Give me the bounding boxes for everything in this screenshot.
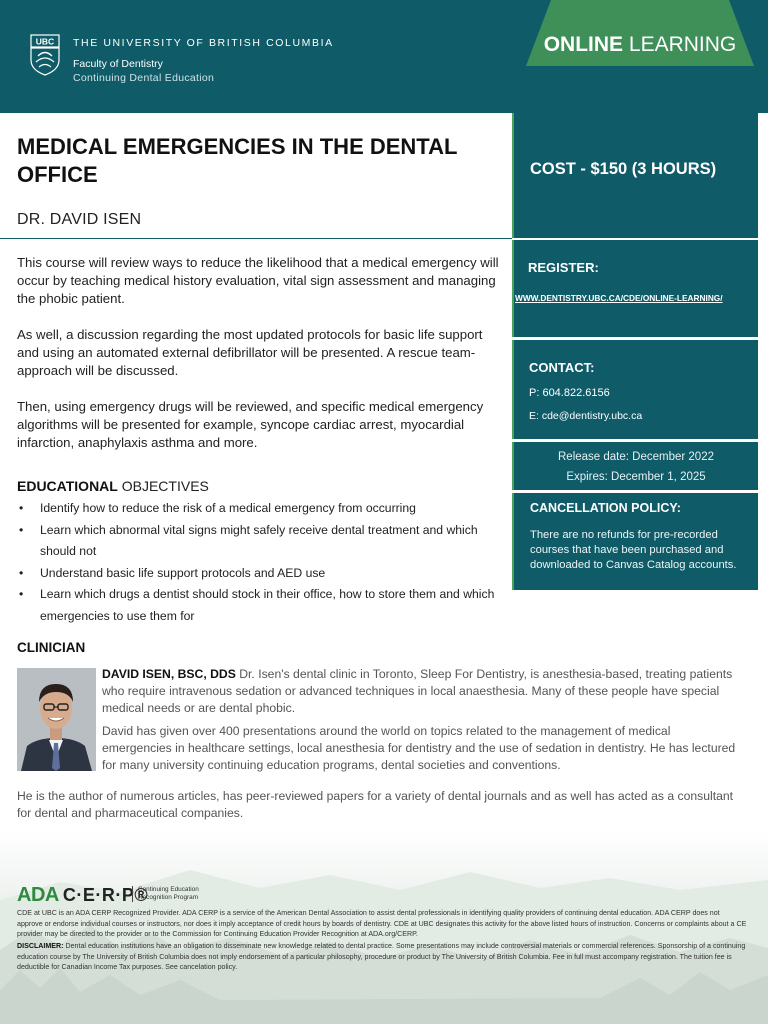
course-author: DR. DAVID ISEN (17, 211, 142, 228)
disclaimer: DISCLAIMER: Dental education institutions have an obligation to disseminate new knowledge related to dental practice. Some presentations may include controversial materials or commercial references. Sponsorship of a continuing education course by The University of British Columbia does not imply endorsement of a particular philosophy, procedure or product by The University of British Columbia. Fee in full must accompany registration. The tuition fee is deductible for Canadian Income Tax purposes. See cancelation policy. (17, 942, 746, 971)
cancellation-label: CANCELLATION POLICY: (530, 501, 681, 515)
release-panel (512, 442, 758, 490)
portrait-icon (17, 668, 96, 771)
contact-phone: P: 604.822.6156 (529, 387, 610, 399)
clinician-heading: CLINICIAN (17, 640, 86, 655)
online-learning-label: ONLINE LEARNING (543, 33, 737, 56)
ubc-logo-text: UBC (35, 36, 55, 47)
header-banner (0, 0, 768, 113)
description-paragraph: As well, a discussion regarding the most updated protocols for basic life support and using an automated external defibrillator will be presented. A rescue team-approach will be discussed. (17, 327, 483, 378)
university-name: THE UNIVERSITY OF BRITISH COLUMBIA (73, 37, 334, 49)
register-label: REGISTER: (528, 260, 599, 275)
contact-label: CONTACT: (529, 360, 595, 375)
bio-paragraph: David has given over 400 presentations around the world on topics related to the management of medical emergencies in healthcare settings, local anesthesia for dentistry and the use of sedation in dentistry. He has lectured for many university continuing education programs, dental societies and conventions. (102, 724, 736, 772)
clinician-name: DAVID ISEN, BSC, DDS (102, 667, 236, 681)
description-paragraph: Then, using emergency drugs will be reviewed, and specific medical emergency algorithms will be presented for example, syncope cardiac arrest, myocardial infarction, anaphylaxis asthma and more. (17, 399, 484, 450)
objectives-heading: EDUCATIONAL OBJECTIVES (17, 478, 209, 494)
course-cost: COST - $150 (3 HOURS) (530, 160, 717, 178)
faculty-name: Faculty of Dentistry (73, 58, 163, 70)
course-title: MEDICAL EMERGENCIES IN THE DENTAL OFFICE (17, 134, 458, 187)
contact-email[interactable]: E: cde@dentistry.ubc.ca (529, 410, 643, 422)
contact-panel (512, 340, 758, 439)
objectives-list (17, 498, 497, 627)
cost-panel (512, 113, 758, 238)
title-divider (0, 238, 512, 239)
disclaimer-label: DISCLAIMER: (17, 942, 64, 950)
bio-paragraph: DAVID ISEN, BSC, DDS Dr. Isen's dental clinic in Toronto, Sleep For Dentistry, is anesthesia-based, treating patients who require intravenous sedation or advanced techniques in local anaesthesia. Many of these people have special medical needs or are dental phobic. (102, 667, 733, 715)
register-link[interactable]: WWW.DENTISTRY.UBC.CA/CDE/ONLINE-LEARNING/ (515, 293, 723, 303)
objective-item: • Learn which abnormal vital signs might safely receive dental treatment and which should not (17, 520, 497, 563)
objective-item: • Learn which drugs a dentist should stock in their office, how to store them and which emergencies to use them for (17, 584, 497, 627)
release-date: Release date: December 2022 (558, 451, 714, 463)
register-panel (512, 240, 758, 337)
ada-cerp-subtitle: Continuing Education Recognition Program (132, 886, 199, 902)
department-name: Continuing Dental Education (73, 72, 215, 84)
ada-cerp-logo: ADA C·E·R·P® (17, 884, 149, 906)
bio-paragraph: He is the author of numerous articles, has peer-reviewed papers for a variety of dental journals and as well has acted as a consultant for dental and pharmaceutical companies. (17, 789, 734, 820)
cancellation-panel (512, 493, 758, 590)
objective-item: • Understand basic life support protocols and AED use (17, 563, 497, 585)
clinician-bio (102, 666, 742, 780)
course-description (17, 254, 502, 470)
expiry-date: Expires: December 1, 2025 (566, 471, 706, 483)
objective-item: • Identify how to reduce the risk of a medical emergency from occurring (17, 498, 497, 520)
cancellation-text: There are no refunds for pre-recorded courses that have been purchased and downloaded to Canvas Catalog accounts. (530, 529, 737, 571)
ada-cerp-statement: CDE at UBC is an ADA CERP Recognized Provider. ADA CERP is a service of the American Dental Association to assist dental professionals in identifying quality providers of continuing dental education. ADA CERP does not approve or endorse individual courses or instructors, nor does it imply acceptance of credit hours by boards of dentistry. CDE at UBC designates this activity for the above listed hours of instruction. Concerns or complaints about a CE provider may be directed to the provider or to the Commission for Continuing Education Provider Recognition at ADA.org/CERP. (17, 909, 747, 938)
description-paragraph: This course will review ways to reduce the likelihood that a medical emergency will occur by teaching medical history evaluation, vital sign assessment and managing the phobic patient. (17, 255, 499, 306)
ubc-crest-logo (30, 34, 60, 76)
clinician-photo (17, 668, 96, 771)
